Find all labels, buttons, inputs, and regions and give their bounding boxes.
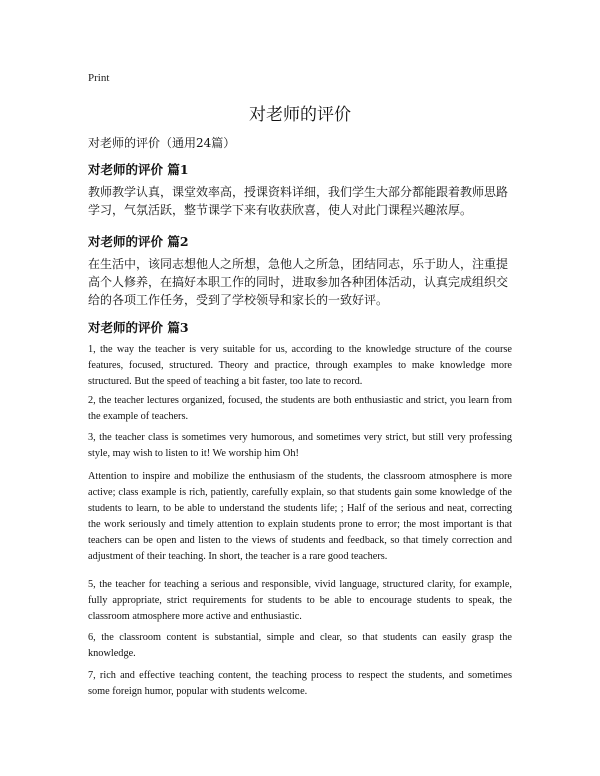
section-3-paragraph-5: 5, the teacher for teaching a serious and responsible, vivid language, structured clarity, for example, fully appropriate, strict requirements for students to be able to encourage students to speak, the classroom atmosphere more active and enthusiastic. <box>88 579 512 622</box>
section-3-paragraph-2: 2, the teacher lectures organized, focused, the students are both enthusiastic and strict, you learn from the example of teachers. <box>88 395 512 422</box>
section-3-paragraph-1: 1, the way the teacher is very suitable for us, according to the knowledge structure of the course features, focused, structured. Theory and practice, through examples to make knowledge more structured. But the speed of teaching a bit faster, too late to record. <box>88 344 512 387</box>
section-3-paragraph-6: 6, the classroom content is substantial, simple and clear, so that students can easily grasp the knowledge. <box>88 632 512 659</box>
section-3-paragraph-3: 3, the teacher class is sometimes very humorous, and sometimes very strict, but still very professing style, may wish to listen to it! We worship him Oh! <box>88 432 512 459</box>
print-link[interactable]: Print <box>88 72 110 84</box>
section-heading-1: 对老师的评价 篇1 <box>88 162 189 177</box>
page-title: 对老师的评价 <box>249 105 351 125</box>
section-3-paragraph-4: Attention to inspire and mobilize the enthusiasm of the students, the classroom atmosphere is more active; class example is rich, patiently, carefully explain, so that students gain some knowledge of the students to learn, to be able to understand the students life; ; Half of the serious and neat, correcting the work seriously and timely attention to explain students prone to error; the most important is that teachers can be open and listen to the views of students and feedback, so that timely correction and adjustment of their teaching. In short, the teacher is a rare good teachers. <box>88 471 512 562</box>
section-3-paragraph-7: 7, rich and effective teaching content, the teaching process to respect the students, and sometimes some foreign humor, popular with students welcome. <box>88 670 512 697</box>
section-heading-2: 对老师的评价 篇2 <box>88 234 189 249</box>
section-2-paragraph: 在生活中，该同志想他人之所想，急他人之所急，团结同志，乐于助人，注重提高个人修养，在搞好本职工作的同时，进取参加各种团体活动，认真完成组织交给的各项工作任务，受到了学校领导和家长的一致好评。 <box>88 257 509 307</box>
section-heading-3: 对老师的评价 篇3 <box>88 320 189 335</box>
section-1-paragraph: 教师教学认真，课堂效率高，授课资料详细，我们学生大部分都能跟着教师思路学习，气氛活跃，整节课学下来有收获欣喜，使人对此门课程兴趣浓厚。 <box>88 185 509 217</box>
document-subtitle: 对老师的评价（通用24篇） <box>88 136 236 150</box>
